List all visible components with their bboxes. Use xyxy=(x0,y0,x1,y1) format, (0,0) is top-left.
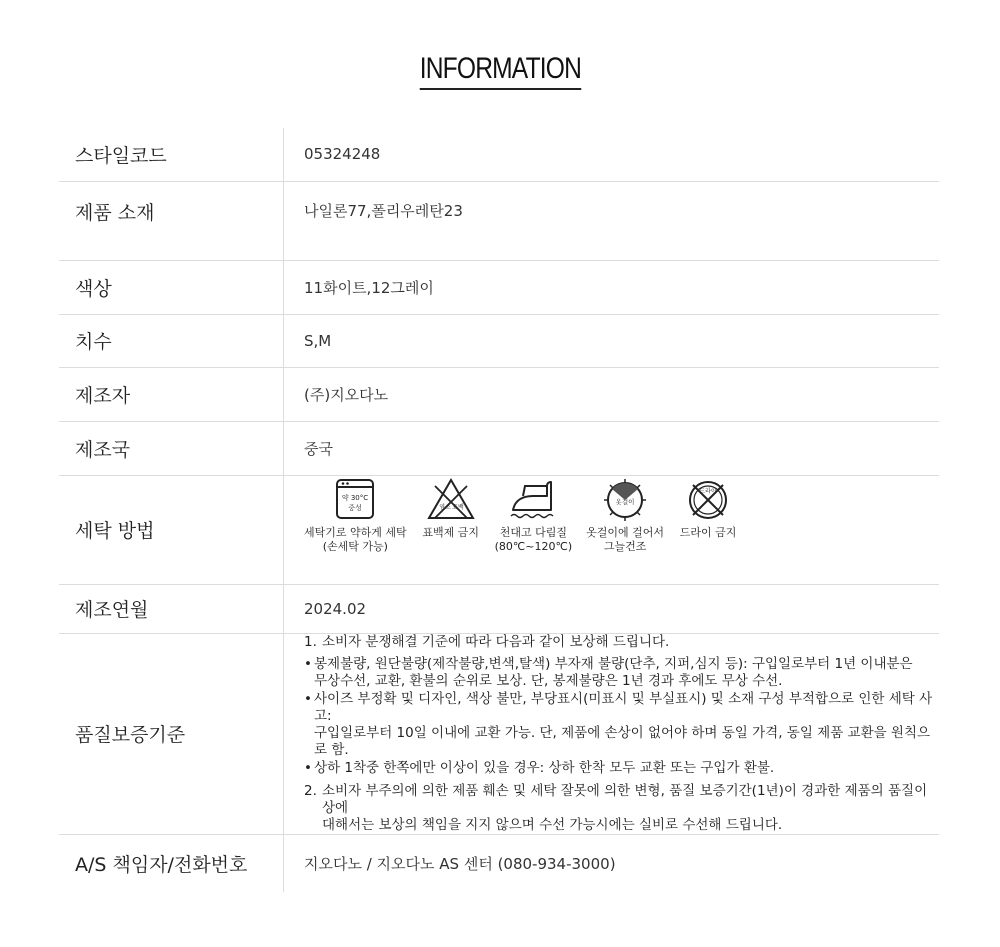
quality-b2-line1: 사이즈 부정확 및 디자인, 색상 불만, 부당표시(미표시 및 부실표시) 및 소재 구성 부적합으로 인한 세탁 사고: xyxy=(314,690,933,724)
row-material xyxy=(59,181,939,260)
line-dry-shade-icon xyxy=(595,478,655,522)
no-bleach-icon xyxy=(421,478,481,522)
wash-item-machine-gentle xyxy=(304,478,407,554)
wash-caption-5-line1: 드라이 금지 xyxy=(679,525,737,539)
wash-caption-3-line2: (80℃~120℃) xyxy=(494,539,573,553)
row-country xyxy=(59,421,939,475)
value-material: 나일론77,폴리우레탄23 xyxy=(284,181,940,260)
quality-b3-line1: 상하 1착중 한쪽에만 이상이 있을 경우: 상하 한착 모두 교환 또는 구입가 환불. xyxy=(314,759,775,776)
value-washing xyxy=(284,475,940,584)
quality-text xyxy=(304,634,939,834)
value-style-code: 05324248 xyxy=(304,145,381,164)
label-size: 치수 xyxy=(59,314,284,367)
quality-s2-num: 2. xyxy=(304,782,317,799)
wash-caption-3 xyxy=(495,526,573,554)
row-as xyxy=(59,834,939,892)
label-country: 제조국 xyxy=(59,421,284,475)
row-style-code xyxy=(59,128,939,181)
wash-caption-1-line1: 세탁기로 약하게 세탁 xyxy=(304,525,407,539)
quality-b1-line2: 무상수선, 교환, 환불의 순위로 보상. 단, 봉제불량은 1년 경과 후에도 무상 수선. xyxy=(314,672,783,689)
quality-s2-line2: 대해서는 보상의 책임을 지지 않으며 수선 가능시에는 실비로 수선해 드립니다. xyxy=(322,816,783,833)
bullet-dot: • xyxy=(304,655,312,672)
wash-item-iron xyxy=(495,478,573,554)
value-quality xyxy=(284,633,940,834)
value-manufacturer: (주)지오다노 xyxy=(284,367,940,421)
hand-wash-30c-icon xyxy=(325,478,385,522)
wash-item-hang-dry xyxy=(586,478,664,554)
label-color: 색상 xyxy=(59,260,284,314)
quality-bullets xyxy=(304,656,939,777)
wash-badge-neutral: 중성 xyxy=(348,503,363,512)
wash-caption-3-line1: 천대고 다림질 xyxy=(499,525,568,539)
quality-section-2 xyxy=(304,783,939,834)
iron-icon xyxy=(503,478,563,522)
quality-s1-num: 1. xyxy=(304,633,317,650)
label-material: 제품 소재 xyxy=(59,181,284,260)
product-info-table xyxy=(59,128,939,892)
wash-item-no-bleach xyxy=(421,478,481,540)
quality-section-1 xyxy=(304,634,939,651)
label-date: 제조연월 xyxy=(59,584,284,633)
bullet-dot: • xyxy=(304,759,312,776)
heading-wrap xyxy=(0,50,1000,90)
row-size xyxy=(59,314,939,367)
wash-icons xyxy=(304,476,939,584)
row-color xyxy=(59,260,939,314)
label-as: A/S 책임자/전화번호 xyxy=(59,834,284,892)
quality-b2-line2: 구입일로부터 10일 이내에 교환 가능. 단, 제품에 손상이 없어야 하며 동일 가격, 동일 제품 교환을 원칙으로 함. xyxy=(314,724,931,758)
wash-caption-5 xyxy=(680,526,737,540)
wash-badge-temp: 약 30°C xyxy=(342,493,369,502)
wash-caption-4 xyxy=(586,526,664,554)
quality-s1-text: 소비자 분쟁해결 기준에 따라 다음과 같이 보상해 드립니다. xyxy=(322,633,670,650)
page-title: INFORMATION xyxy=(419,50,580,90)
row-manufacturer xyxy=(59,367,939,421)
row-date xyxy=(59,584,939,633)
quality-b1-line1: 봉제불량, 원단불량(제작불량,변색,탈색) 부자재 불량(단추, 지퍼,심지 등): 구입일로부터 1년 이내분은 xyxy=(314,655,913,672)
bullet-dot: • xyxy=(304,690,312,707)
quality-bullet xyxy=(304,691,939,759)
row-washing xyxy=(59,475,939,584)
wash-caption-1 xyxy=(304,526,407,554)
row-quality xyxy=(59,633,939,834)
value-color: 11화이트,12그레이 xyxy=(284,260,940,314)
label-manufacturer: 제조자 xyxy=(59,367,284,421)
value-date: 2024.02 xyxy=(284,584,940,633)
quality-s2-line1: 소비자 부주의에 의한 제품 훼손 및 세탁 잘못에 의한 변형, 품질 보증기간(1년)이 경과한 제품의 품질이상에 xyxy=(322,782,928,816)
bleach-badge-bleach: 표백 xyxy=(451,503,464,511)
label-style-code: 스타일코드 xyxy=(59,128,284,181)
label-quality: 품질보증기준 xyxy=(59,633,284,834)
wash-caption-2-line1: 표백제 금지 xyxy=(422,525,479,539)
value-size: S,M xyxy=(284,314,940,367)
wash-caption-4-line1: 옷걸이에 걸어서 xyxy=(586,525,665,539)
wash-caption-2 xyxy=(422,526,479,540)
no-dry-clean-icon xyxy=(678,478,738,522)
wash-caption-1-line2: (손세탁 가능) xyxy=(322,539,388,553)
wash-item-no-dry-clean xyxy=(678,478,738,540)
label-washing: 세탁 방법 xyxy=(59,475,284,584)
dry-badge: 드라이 xyxy=(699,487,717,495)
wash-caption-4-line2: 그늘건조 xyxy=(603,539,647,553)
hang-badge: 옷걸이 xyxy=(615,497,635,506)
bleach-badge-chlorine: 염소 xyxy=(438,503,451,511)
quality-bullet xyxy=(304,656,939,690)
quality-bullet xyxy=(304,760,939,777)
value-as: 지오다노 / 지오다노 AS 센터 (080-934-3000) xyxy=(284,834,940,892)
value-country: 중국 xyxy=(284,421,940,475)
